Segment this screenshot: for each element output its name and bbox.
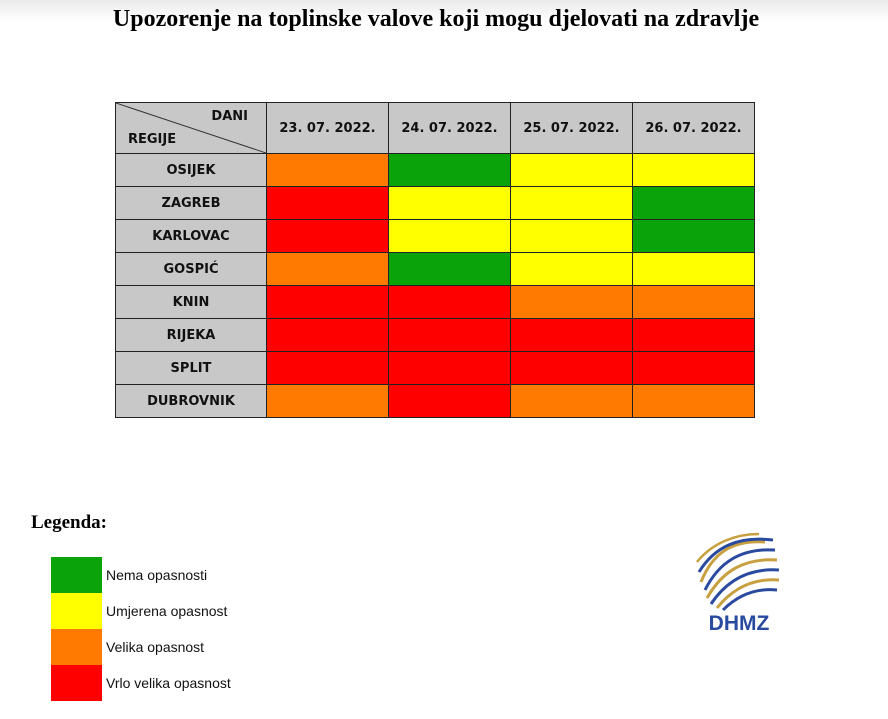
warning-cell (633, 253, 755, 286)
warning-cell (267, 187, 389, 220)
table-row (116, 154, 755, 187)
warning-cell (633, 319, 755, 352)
logo-text: DHMZ (708, 612, 770, 635)
warning-cell (267, 220, 389, 253)
legend-swatch (51, 629, 102, 665)
warning-cell (267, 352, 389, 385)
logo-swirl-icon (697, 534, 779, 610)
legend-swatch (51, 557, 102, 593)
warning-cell (633, 352, 755, 385)
page-title: Upozorenje na toplinske valove koji mogu djelovati na zdravlje (112, 6, 760, 32)
warning-cell (633, 154, 755, 187)
table-row (116, 385, 755, 418)
warning-cell (511, 187, 633, 220)
warning-cell (511, 385, 633, 418)
table-row (116, 286, 755, 319)
warning-cell (511, 352, 633, 385)
warning-cell (511, 286, 633, 319)
region-label: ZAGREB (116, 187, 267, 220)
date-header: 24. 07. 2022. (389, 103, 511, 154)
table-row (116, 253, 755, 286)
warning-cell (389, 385, 511, 418)
region-label: DUBROVNIK (116, 385, 267, 418)
region-label: SPLIT (116, 352, 267, 385)
warning-cell (389, 220, 511, 253)
region-label: KARLOVAC (116, 220, 267, 253)
table-row (116, 352, 755, 385)
warning-cell (389, 352, 511, 385)
corner-days-label: DANI (211, 109, 248, 124)
table-row (116, 319, 755, 352)
warning-cell (267, 385, 389, 418)
corner-regions-label: REGIJE (128, 132, 177, 147)
legend-swatch (51, 665, 102, 701)
warning-cell (267, 319, 389, 352)
table-row (116, 187, 755, 220)
table-body (116, 154, 755, 418)
warning-cell (389, 253, 511, 286)
warning-cell (633, 385, 755, 418)
warning-cell (511, 154, 633, 187)
region-label: OSIJEK (116, 154, 267, 187)
warning-cell (267, 253, 389, 286)
dhmz-logo (693, 532, 785, 637)
warning-cell (267, 154, 389, 187)
warning-cell (389, 154, 511, 187)
warning-cell (267, 286, 389, 319)
warning-table (115, 102, 755, 418)
table-header-row (116, 103, 755, 154)
legend-label: Vrlo velika opasnost (106, 675, 231, 691)
warning-cell (389, 187, 511, 220)
warning-cell (389, 319, 511, 352)
warning-cell (633, 286, 755, 319)
region-label: RIJEKA (116, 319, 267, 352)
warning-cell (389, 286, 511, 319)
corner-header (116, 103, 267, 154)
date-header: 25. 07. 2022. (511, 103, 633, 154)
legend-swatch (51, 593, 102, 629)
warning-cell (511, 319, 633, 352)
warning-cell (633, 220, 755, 253)
warning-cell (633, 187, 755, 220)
warning-cell (511, 220, 633, 253)
date-header: 26. 07. 2022. (633, 103, 755, 154)
legend-title: Legenda: (31, 512, 107, 533)
region-label: GOSPIĆ (116, 253, 267, 286)
date-header: 23. 07. 2022. (267, 103, 389, 154)
region-label: KNIN (116, 286, 267, 319)
warning-cell (511, 253, 633, 286)
legend-label: Nema opasnosti (106, 567, 208, 583)
legend-label: Umjerena opasnost (106, 603, 228, 619)
legend-label: Velika opasnost (106, 639, 205, 655)
table-row (116, 220, 755, 253)
